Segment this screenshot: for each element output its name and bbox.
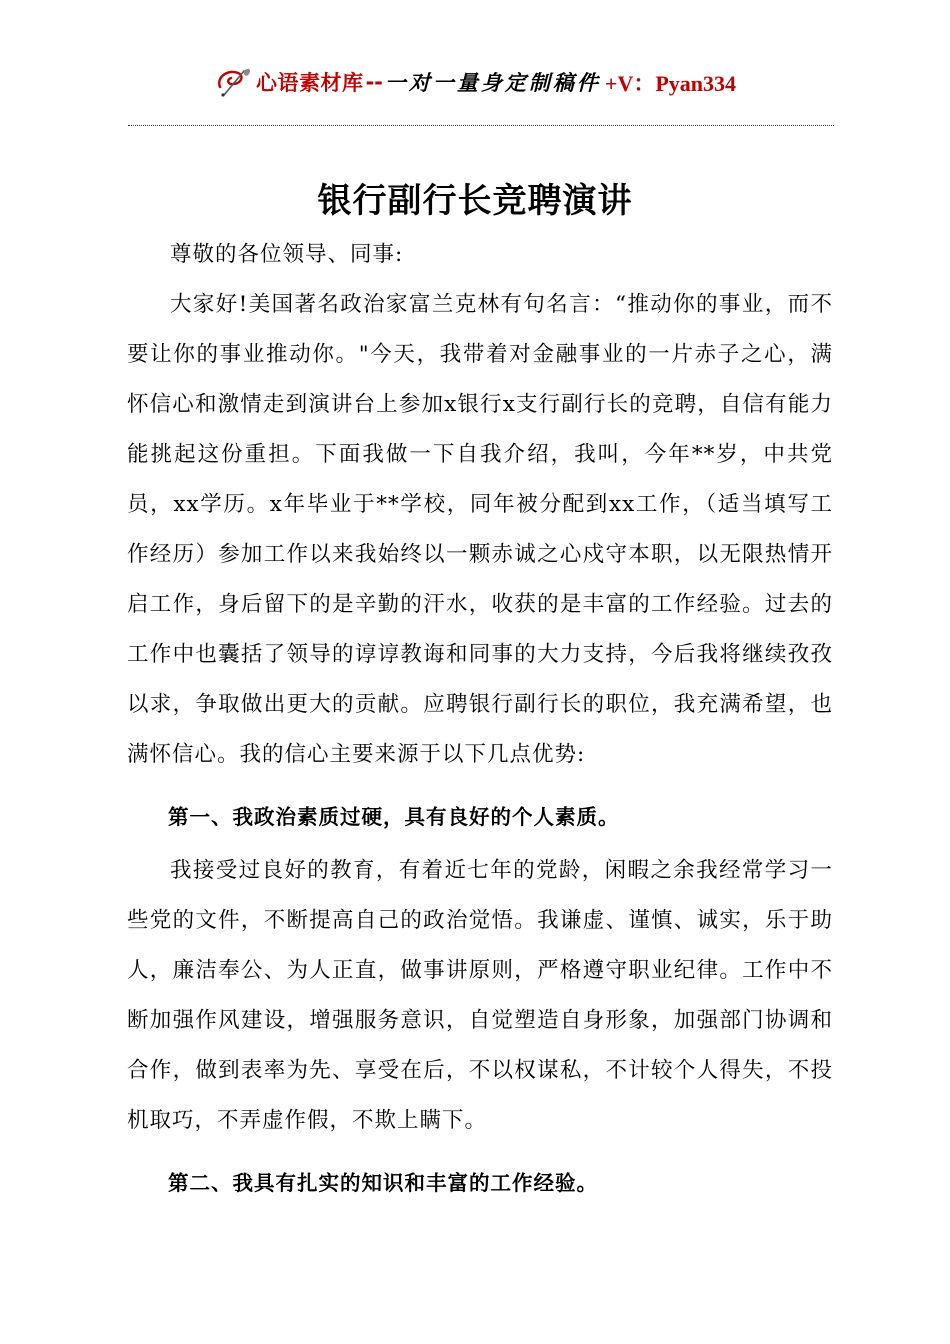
brand-slogan: 一对一量身定制稿件 [384, 70, 601, 95]
document-body [127, 230, 833, 1212]
page-header [0, 62, 950, 102]
paragraph-intro: 大家好!美国著名政治家富兰克林有句名言：“推动你的事业，而不要让你的事业推动你。"今天，我带着对金融事业的一片赤子之心，满怀信心和激情走到演讲台上参加x银行x支行副行长的竞聘，自信有能力能挑起这份重担。下面我做一下自我介绍，我叫，今年**岁，中共党员，xx学历。x年毕业于**学校，同年被分配到xx工作，（适当填写工作经历）参加工作以来我始终以一颗赤诚之心戍守本职，以无限热情开启工作，身后留下的是辛勤的汗水，收获的是丰富的工作经验。过去的工作中也囊括了领导的谆谆教诲和同事的大力支持，今后我将继续孜孜以求，争取做出更大的贡献。应聘银行副行长的职位，我充满希望，也满怀信心。我的信心主要来源于以下几点优势: [127, 292, 833, 767]
document-title: 银行副行长竞聘演讲 [317, 181, 633, 221]
header-divider [128, 125, 834, 126]
brand-name: 心语素材库 [255, 71, 364, 95]
brand-separator: -- [365, 70, 383, 94]
section-heading-1: 第一、我政治素质过硬，具有良好的个人素质。 [168, 805, 620, 829]
contact-info: +V：Pyan334 [604, 70, 737, 96]
quill-pen-swirl-logo-icon [214, 65, 254, 99]
paragraph-political-quality: 我接受过良好的教育，有着近七年的党龄，闲暇之余我经常学习一些党的文件，不断提高自己的政治觉悟。我谦虚、谨慎、诚实，乐于助人，廉洁奉公、为人正直，做事讲原则，严格遵守职业纪律。工作中不断加强作风建设，增强服务意识，自觉塑造自身形象，加强部门协调和合作，做到表率为先、享受在后，不以权谋私，不计较个人得失，不投机取巧，不弄虚作假，不欺上瞒下。 [127, 858, 833, 1133]
salutation: 尊敬的各位领导、同事: [170, 242, 404, 267]
section-heading-2: 第二、我具有扎实的知识和丰富的工作经验。 [168, 1171, 598, 1195]
